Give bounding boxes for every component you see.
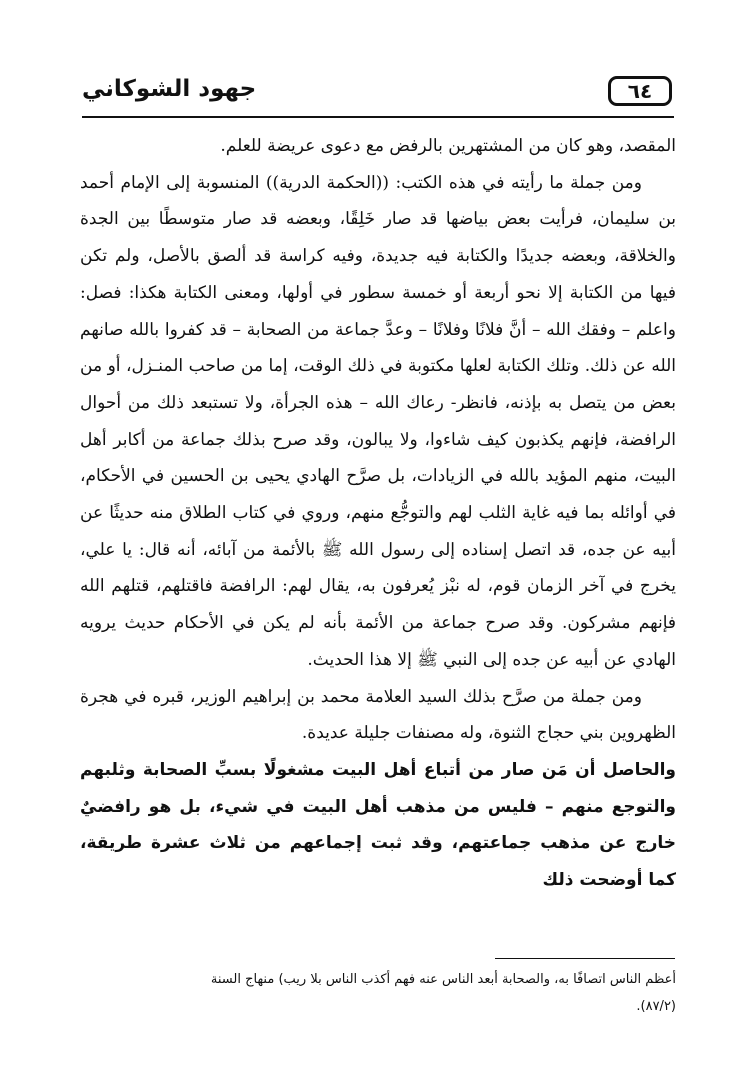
- paragraph-3: ومن جملة من صرَّح بذلك السيد العلامة محمد بن إبراهيم الوزير، قبره في هجرة الظهروين بني حجاج الثنوة، وله مصنفات جليلة عديدة.: [80, 686, 676, 744]
- footnote-divider: [495, 958, 675, 959]
- paragraph-2: ومن جملة ما رأيته في هذه الكتب: ((الحكمة الدرية)) المنسوبة إلى الإمام أحمد بن سليمان، فرأيت بعض بياضها قد صار خَلِقًا، وبعضه قد صار متوسطًا بين الجدة والخلاقة، وبعضه جديدًا والكتابة فيه جديدة، وفيه كراسة قد ألصق بالأصل، ولم تكن فيها من الكتابة إلا نحو أربعة أو خمسة سطور في أولها، ومعنى الكتابة هكذا: فصل: واعلم – وفقك الله – أنَّ فلانًا وفلانًا – وعدَّ جماعة من الصحابة – قد كفروا بالله صانهم الله عن ذلك. وتلك الكتابة لعلها مكتوبة في ذلك الوقت، إما من صاحب المنـزل، أو من بعض من يتصل به بإذنه، فانظر- رعاك الله – هذه الجرأة، ولا تستبعد ذلك من أحوال الرافضة، فإنهم يكذبون كيف شاءوا، ولا يبالون، وقد صرح بذلك جماعة من أكابر أهل البيت، منهم المؤيد بالله في الزيادات، بل صرَّح الهادي يحيى بن الحسين في الأحكام، في أوائله بما فيه غاية الثلب لهم والتوجُّع منهم، وروي في كتاب الطلاق منه حديثًا عن أبيه عن جده، قد اتصل إسناده إلى رسول الله ﷺ بالأئمة من آبائه، أنه قال: يا علي، يخرج في آخر الزمان قوم، له نبْز يُعرفون به، يقال لهم: الرافضة فاقتلهم، قتلهم الله فإنهم مشركون. وقد صرح جماعة من الأئمة بأنه لم يكن في الأحكام حديث يرويه الهادي عن أبيه عن جده إلى النبي ﷺ إلا هذا الحديث.: [80, 172, 676, 670]
- page-number: ٦٤: [608, 76, 672, 106]
- header-divider: [82, 116, 674, 118]
- footnote-line-2: (٨٧/٢).: [636, 999, 676, 1014]
- footnote-line-1: أعظم الناس اتصافًا به، والصحابة أبعد الناس عنه فهم أكذب الناس بلا ريب) منهاج السنة: [210, 972, 676, 987]
- main-text: [80, 128, 676, 899]
- running-title: جهود الشوكاني: [82, 76, 257, 102]
- paragraph-4-conclusion: والحاصل أن مَن صار من أتباع أهل البيت مشغولًا بسبِّ الصحابة وثلبهم والتوجع منهم – فليس من مذهب أهل البيت في شيء، بل هو رافضيٌ خارج عن مذهب جماعتهم، وقد ثبت إجماعهم من ثلاث عشرة طريقة، كما أوضحت ذلك: [80, 759, 676, 891]
- footnote: [80, 966, 676, 1020]
- paragraph-1: المقصد، وهو كان من المشتهرين بالرفض مع دعوى عريضة للعلم.: [220, 136, 676, 156]
- page-header: [82, 70, 672, 112]
